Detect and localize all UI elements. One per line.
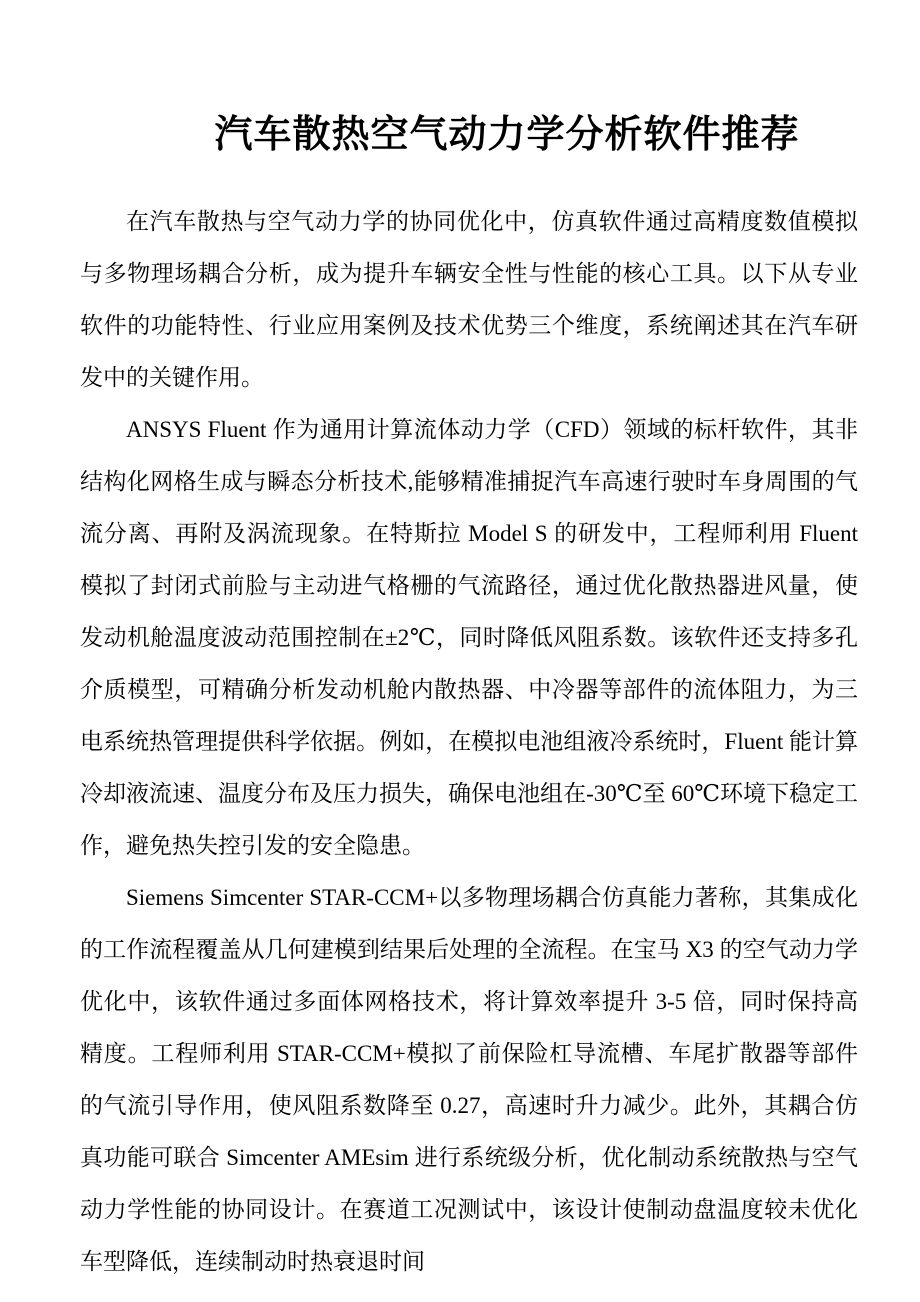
paragraph-ansys-fluent: ANSYS Fluent 作为通用计算流体动力学（CFD）领域的标杆软件，其非结构化网格生成与瞬态分析技术,能够精准捕捉汽车高速行驶时车身周围的气流分离、再附及涡流现象。在特斯拉 Model S 的研发中，工程师利用 Fluent 模拟了封闭式前脸与主动进气格栅的气流路径，通过优化散热器进风量，使发动机舱温度波动范围控制在±2℃，同时降低风阻系数。该软件还支持多孔介质模型，可精确分析发动机舱内散热器、中冷器等部件的流体阻力，为三电系统热管理提供科学依据。例如，在模拟电池组液冷系统时，Fluent 能计算冷却液流速、温度分布及压力损失，确保电池组在-30℃至 60℃环境下稳定工作，避免热失控引发的安全隐患。 — [80, 417, 858, 858]
document-title: 汽车散热空气动力学分析软件推荐 — [214, 114, 800, 156]
document-body — [80, 196, 858, 1288]
paragraph-intro: 在汽车散热与空气动力学的协同优化中，仿真软件通过高精度数值模拟与多物理场耦合分析，成为提升车辆安全性与性能的核心工具。以下从专业软件的功能特性、行业应用案例及技术优势三个维度，系统阐述其在汽车研发中的关键作用。 — [80, 209, 858, 390]
paragraph-star-ccm: Siemens Simcenter STAR-CCM+以多物理场耦合仿真能力著称，其集成化的工作流程覆盖从几何建模到结果后处理的全流程。在宝马 X3 的空气动力学优化中，该软件通过多面体网格技术，将计算效率提升 3-5 倍，同时保持高精度。工程师利用 STAR-CCM+模拟了前保险杠导流槽、车尾扩散器等部件的气流引导作用，使风阻系数降至 0.27，高速时升力减少。此外，其耦合仿真功能可联合 Simcenter AMEsim 进行系统级分析，优化制动系统散热与空气动力学性能的协同设计。在赛道工况测试中，该设计使制动盘温度较未优化车型降低，连续制动时热衰退时间 — [80, 885, 858, 1274]
